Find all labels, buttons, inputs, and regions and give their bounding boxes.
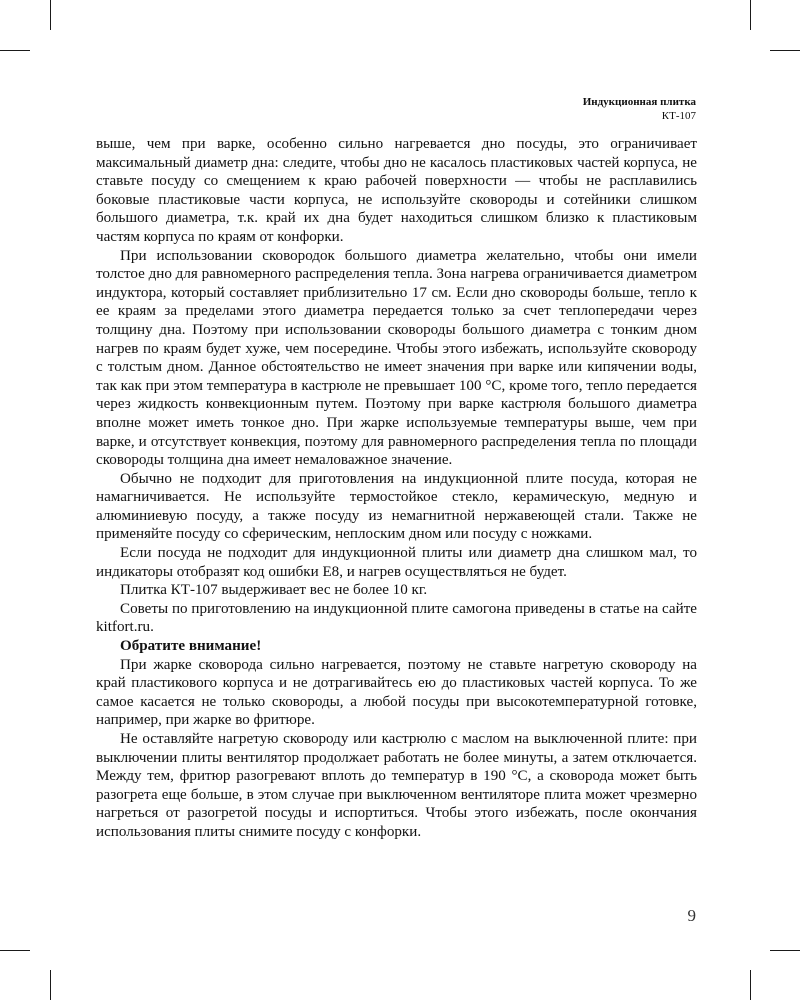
crop-mark-bottom-right-vertical [750, 970, 751, 1000]
paragraph: Если посуда не подходит для индукционной плиты или диаметр дна слишком мал, то индикаторы отобразят код ошибки Е8, и нагрев осуществляться не будет. [96, 545, 697, 580]
crop-mark-bottom-right-horizontal [770, 950, 800, 951]
page-number: 9 [687, 906, 696, 925]
attention-heading: Обратите внимание! [120, 638, 262, 655]
paragraph: Советы по приготовлению на индукционной плите самогона приведены в статье на сайте kitfort.ru. [96, 600, 697, 636]
crop-mark-top-left-vertical [50, 0, 51, 30]
crop-mark-bottom-left-horizontal [0, 950, 30, 951]
body-text [96, 135, 697, 842]
paragraph: Не оставляйте нагретую сковороду или кастрюлю с маслом на выключенной плите: при выключении плиты вентилятор продолжает работать не более минуты, а затем отключается. Между тем, фритюр разогревают вплоть до температур в 190 °С, а сковорода может быть разогрета еще больше, в этом случае при выключенном вентиляторе плита может чрезмерно нагреться от разогретой посуды и испортиться. Чтобы этого избежать, после окончания использования плиты снимите посуду с конфорки. [96, 731, 697, 840]
running-header [583, 95, 696, 123]
crop-mark-top-left-horizontal [0, 50, 30, 51]
paragraph: Плитка КТ-107 выдерживает вес не более 10 кг. [120, 582, 428, 599]
paragraph: При жарке сковорода сильно нагревается, поэтому не ставьте нагретую сковороду на край пластикового корпуса и не дотрагивайтесь ею до пластиковых частей корпуса. То же самое касается не только сковороды, а любой посуды при высокотемпературной готовке, например, при жарке во фритюре. [96, 656, 697, 729]
paragraph: При использовании сковородок большого диаметра желательно, чтобы они имели толстое дно для равномерного распределения тепла. Зона нагрева ограничивается диаметром индуктора, который составляет приблизительно 17 см. Если дно сковороды больше, тепло к ее краям за пределами этого диаметра передается только за счет теплопередачи через толщину дна. Поэтому при использовании сковороды большого диаметра с тонким дном нагрев по краям будет хуже, чем посередине. Чтобы этого избежать, используйте сковороду с толстым дном. Данное обстоятельство не имеет значения при варке или кипячении воды, так как при этом температура в кастрюле не превышает 100 °С, кроме того, тепло передается через жидкость конвекционным путем. Поэтому при варке кастрюля большого диаметра вполне может иметь тонкое дно. При жарке используемые температуры выше, чем при варке, и отсутствует конвекция, поэтому для равномерного распределения тепла по площади сковороды толщина дна имеет немаловажное значение. [96, 247, 698, 469]
paragraph: Обычно не подходит для приготовления на индукционной плите посуда, которая не намагничивается. Не используйте термостойкое стекло, керамическую, медную и алюминиевую посуду, а также посуду из немагнитной нержавеющей стали. Также не применяйте посуду со сферическим, неплоским дном или посуду с ножками. [96, 470, 697, 543]
crop-mark-top-right-horizontal [770, 50, 800, 51]
crop-mark-top-right-vertical [750, 0, 751, 30]
paragraph: выше, чем при варке, особенно сильно нагревается дно посуды, это ограничивает максимальный диаметр дна: следите, чтобы дно не касалось пластиковых частей корпуса, не ставьте посуду со смещением к краю рабочей поверхности — чтобы не расплавились боковые пластиковые части корпуса, не используйте сковороды и сотейники слишком большого диаметра, т.к. край их дна будет находиться слишком близко к пластиковым частям корпуса по краям от конфорки. [96, 136, 697, 245]
header-model: КТ-107 [661, 110, 696, 122]
header-title: Индукционная плитка [582, 96, 696, 108]
crop-mark-bottom-left-vertical [50, 970, 51, 1000]
